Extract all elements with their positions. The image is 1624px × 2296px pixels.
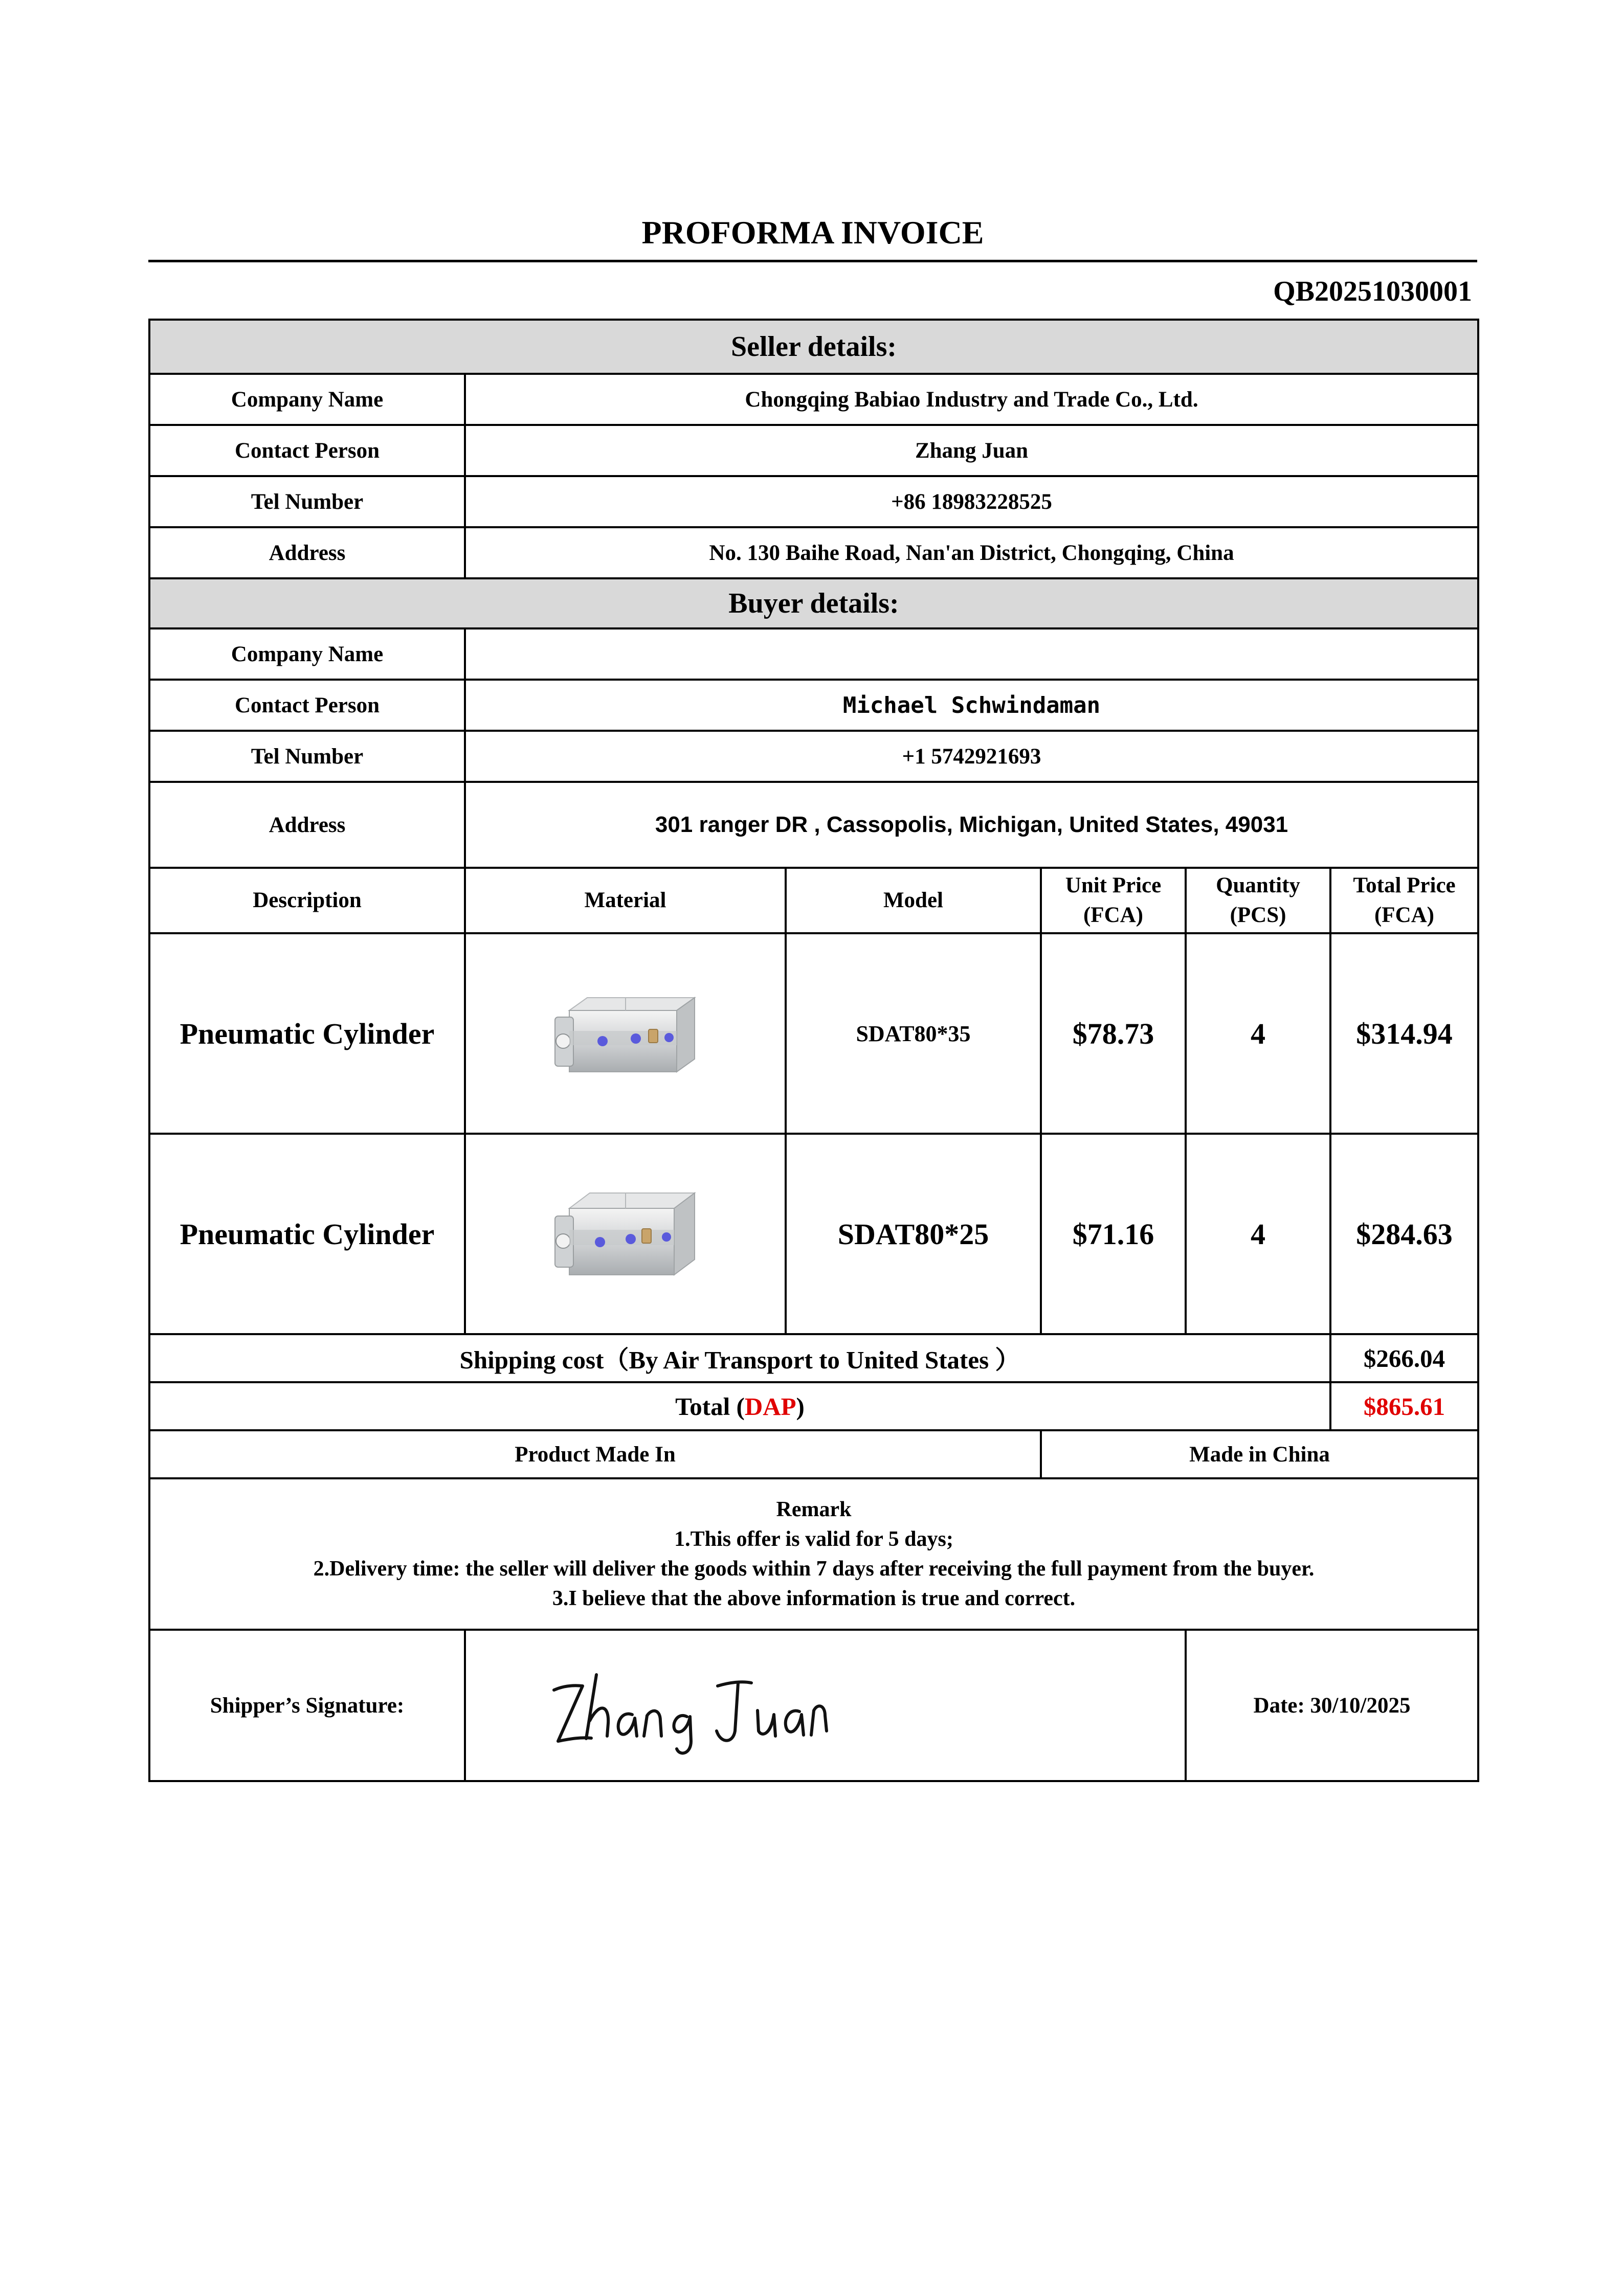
seller-company-value: Chongqing Babiao Industry and Trade Co., Ltd.: [465, 374, 1478, 425]
remark-row: [149, 1478, 1478, 1630]
buyer-section-header: [149, 578, 1478, 628]
item-2-material: [465, 1134, 786, 1334]
origin-label: Product Made In: [149, 1430, 1041, 1478]
buyer-address-row: [149, 782, 1478, 868]
seller-address-row: [149, 527, 1478, 578]
signature-row: [149, 1630, 1478, 1781]
header-unit-price-line1: Unit Price: [1065, 873, 1162, 897]
origin-row: [149, 1430, 1478, 1478]
seller-address-label: Address: [149, 527, 465, 578]
buyer-tel-label: Tel Number: [149, 731, 465, 782]
item-1-quantity: 4: [1186, 933, 1330, 1134]
invoice-table: [148, 319, 1479, 1782]
header-description: Description: [149, 868, 465, 933]
shipping-label: Shipping cost（By Air Transport to United States ）: [149, 1334, 1330, 1382]
handwritten-signature: [543, 1654, 829, 1757]
item-1-description: Pneumatic Cylinder: [149, 933, 465, 1134]
buyer-contact-value: Michael Schwindaman: [465, 680, 1478, 731]
item-1-unit-price: $78.73: [1041, 933, 1186, 1134]
buyer-contact-row: [149, 680, 1478, 731]
origin-value: Made in China: [1041, 1430, 1478, 1478]
seller-section-title: Seller details:: [149, 320, 1478, 374]
item-1-total-price: $314.94: [1330, 933, 1478, 1134]
signature-label: Shipper’s Signature:: [149, 1630, 465, 1781]
total-row: [149, 1382, 1478, 1430]
buyer-company-row: [149, 628, 1478, 680]
total-label-suffix: ): [796, 1392, 805, 1421]
items-header-row: [149, 868, 1478, 933]
item-2-total-price: $284.63: [1330, 1134, 1478, 1334]
total-label-prefix: Total (: [675, 1392, 745, 1421]
item-2-description: Pneumatic Cylinder: [149, 1134, 465, 1334]
signature-area: [465, 1630, 1186, 1781]
buyer-contact-label: Contact Person: [149, 680, 465, 731]
header-total-price: [1330, 868, 1478, 933]
pneumatic-cylinder-image-1: [549, 982, 702, 1085]
pneumatic-cylinder-image-2: [549, 1178, 702, 1290]
seller-contact-value: Zhang Juan: [465, 425, 1478, 476]
buyer-address-label: Address: [149, 782, 465, 868]
header-unit-price-line2: (FCA): [1083, 903, 1143, 927]
remark-block: [149, 1478, 1478, 1630]
seller-company-label: Company Name: [149, 374, 465, 425]
seller-company-row: [149, 374, 1478, 425]
seller-tel-row: [149, 476, 1478, 527]
item-row-1: [149, 933, 1478, 1134]
item-2-unit-price: $71.16: [1041, 1134, 1186, 1334]
document-title: PROFORMA INVOICE: [641, 214, 984, 251]
total-label: [149, 1382, 1330, 1430]
total-value: $865.61: [1330, 1382, 1478, 1430]
remark-line-2: 2.Delivery time: the seller will deliver the goods within 7 days after receiving the full payment from the buyer.: [313, 1557, 1315, 1581]
invoice-number: QB20251030001: [1273, 276, 1472, 307]
header-total-price-line2: (FCA): [1374, 903, 1434, 927]
item-2-quantity: 4: [1186, 1134, 1330, 1334]
header-quantity-line2: (PCS): [1230, 903, 1286, 927]
header-quantity: [1186, 868, 1330, 933]
header-material: Material: [465, 868, 786, 933]
item-1-model: SDAT80*35: [786, 933, 1041, 1134]
seller-section-header: [149, 320, 1478, 374]
shipping-value: $266.04: [1330, 1334, 1478, 1382]
buyer-address-value: 301 ranger DR , Cassopolis, Michigan, United States, 49031: [465, 782, 1478, 868]
seller-address-value: No. 130 Baihe Road, Nan'an District, Chongqing, China: [465, 527, 1478, 578]
item-1-material: [465, 933, 786, 1134]
signature-date: Date: 30/10/2025: [1186, 1630, 1478, 1781]
total-label-term: DAP: [744, 1392, 796, 1421]
buyer-company-value: [465, 628, 1478, 680]
buyer-company-label: Company Name: [149, 628, 465, 680]
item-row-2: [149, 1134, 1478, 1334]
seller-contact-label: Contact Person: [149, 425, 465, 476]
buyer-tel-row: [149, 731, 1478, 782]
buyer-tel-value: +1 5742921693: [465, 731, 1478, 782]
item-2-model: SDAT80*25: [786, 1134, 1041, 1334]
header-total-price-line1: Total Price: [1353, 873, 1456, 897]
header-model: Model: [786, 868, 1041, 933]
buyer-section-title: Buyer details:: [149, 578, 1478, 628]
remark-line-3: 3.I believe that the above information is true and correct.: [552, 1587, 1076, 1610]
header-quantity-line1: Quantity: [1216, 873, 1300, 897]
seller-tel-value: +86 18983228525: [465, 476, 1478, 527]
title-underline: [148, 260, 1477, 262]
seller-contact-row: [149, 425, 1478, 476]
seller-tel-label: Tel Number: [149, 476, 465, 527]
remark-title: Remark: [776, 1498, 852, 1521]
shipping-row: [149, 1334, 1478, 1382]
header-unit-price: [1041, 868, 1186, 933]
remark-line-1: 1.This offer is valid for 5 days;: [674, 1527, 953, 1551]
